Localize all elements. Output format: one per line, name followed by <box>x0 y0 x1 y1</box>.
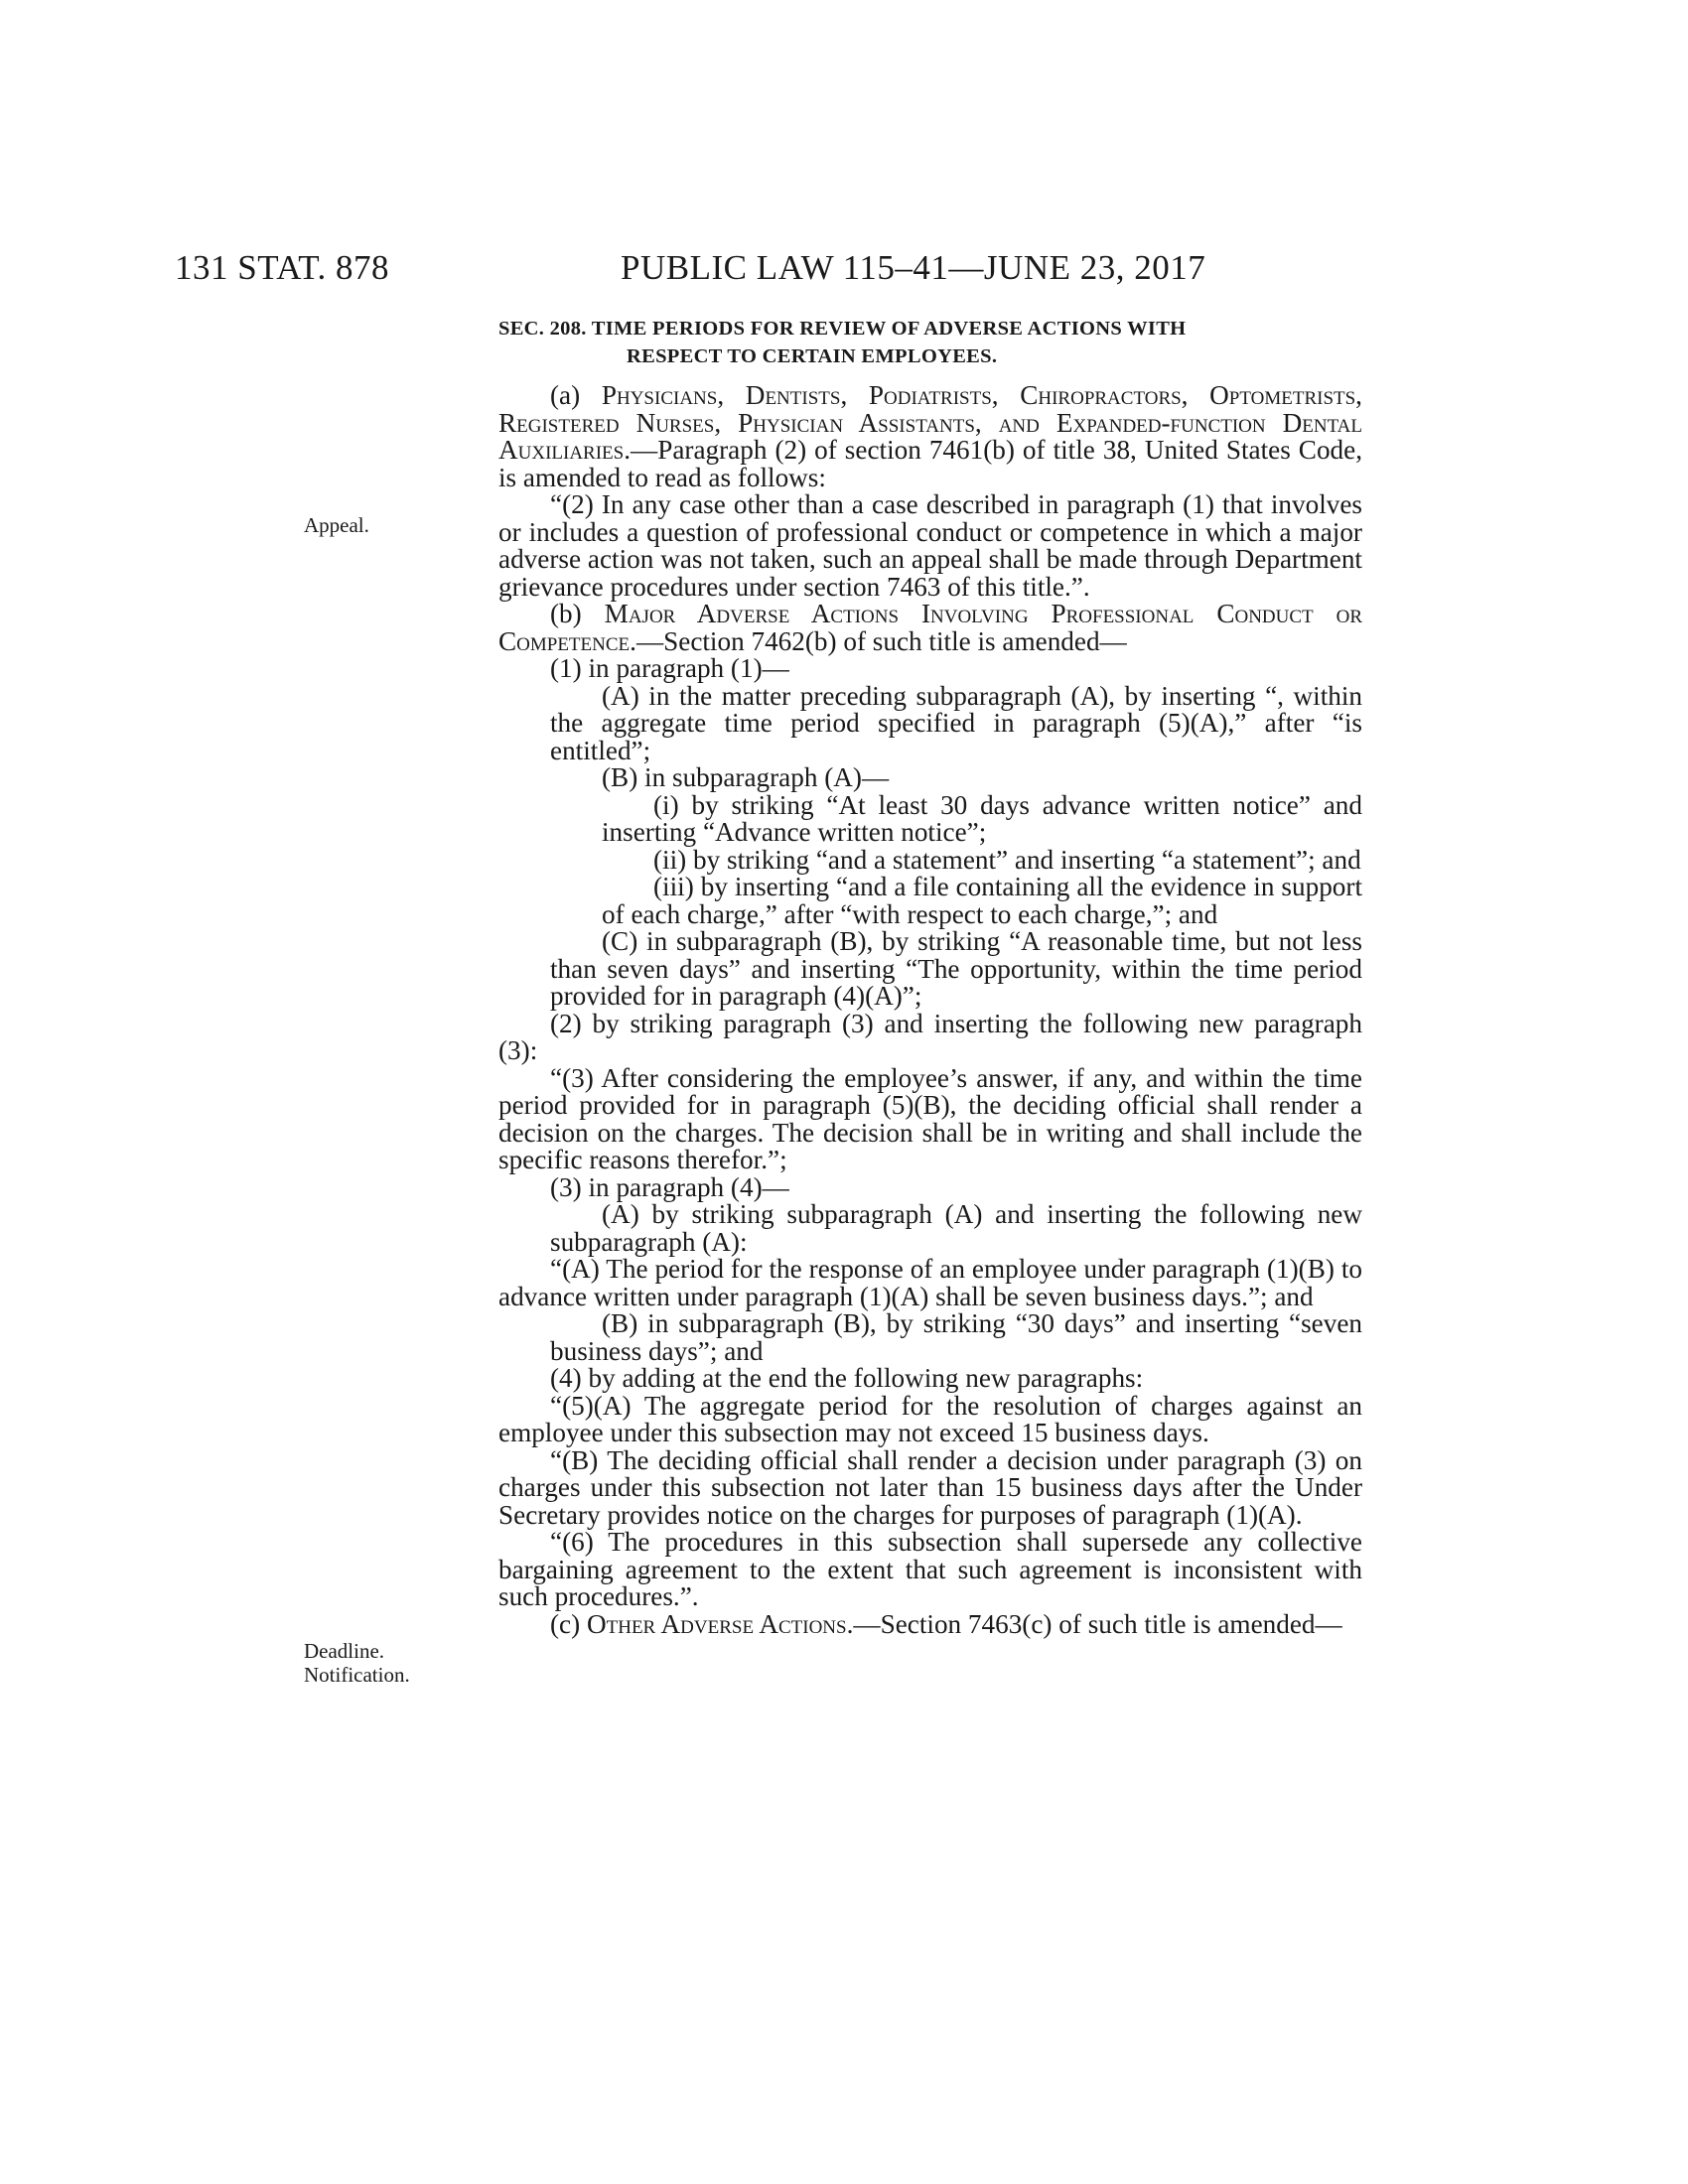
quoted-subparagraph-b3A: “(A) The period for the response of an employee under paragraph (1)(B) to advance written under paragraph (1)(A) shall be seven business days.”; and <box>498 1254 1362 1311</box>
paragraph-b1: (1) in paragraph (1)— <box>550 653 789 683</box>
sidenote-appeal: Appeal. <box>304 513 369 537</box>
subsection-c-label: (c) <box>550 1608 587 1639</box>
quoted-paragraph-a2: “(2) In any case other than a case described in paragraph (1) that involves or includes a question of professional conduct or competence in which a major adverse action was not taken, such an appeal shall be made through Department grievance procedures under section 7463 of this title.”. <box>498 489 1362 602</box>
subparagraph-b3B: (B) in subparagraph (B), by striking “30 days” and inserting “seven business days”; and <box>550 1308 1362 1366</box>
subsection-a-text: —Paragraph (2) of section 7461(b) of title 38, United States Code, is amended to read as follows: <box>498 435 1362 492</box>
document-body <box>498 316 1362 1638</box>
subsection-a-label: (a) <box>550 380 602 410</box>
subsection-c-text: —Section 7463(c) of such title is amended— <box>853 1608 1342 1639</box>
subsection-b-text: —Section 7462(b) of such title is amended— <box>635 625 1127 656</box>
section-heading-line1: SEC. 208. TIME PERIODS FOR REVIEW OF ADVERSE ACTIONS WITH <box>498 318 1187 340</box>
paragraph-b4: (4) by adding at the end the following new paragraphs: <box>550 1363 1144 1393</box>
page-header <box>0 248 1688 298</box>
subsection-b-heading: Major Adverse Actions Involving Professional Conduct or Competence. <box>498 599 1362 656</box>
clause-b1Bii: (ii) by striking “and a statement” and inserting “a statement”; and <box>653 844 1361 875</box>
clause-b1Biii: (iii) by inserting “and a file containing all the evidence in support of each charge,” after “with respect to each charge,”; and <box>602 872 1362 929</box>
subparagraph-b1A: (A) in the matter preceding subparagraph (A), by inserting “, within the aggregate time period specified in paragraph (5)(A),” after “is entitled”; <box>550 680 1362 765</box>
subsection-b-label: (b) <box>550 599 605 628</box>
subsection-a-heading: Physicians, Dentists, Podiatrists, Chiropractors, Optometrists, Registered Nurses, Physician Assistants, and Expanded-function Dental Auxiliaries. <box>498 380 1362 465</box>
section-heading <box>498 316 1362 370</box>
section-heading-line2: RESPECT TO CERTAIN EMPLOYEES. <box>627 344 998 367</box>
sidenote-notification: Notification. <box>304 1663 410 1687</box>
quoted-paragraph-b4-5B: “(B) The deciding official shall render a decision under paragraph (3) on charges under this subsection not later than 15 business days after the Under Secretary provides notice on the charges for purposes of paragraph (1)(A). <box>498 1444 1362 1530</box>
subsection-c <box>498 1608 1362 1639</box>
clause-b1Bi: (i) by striking “At least 30 days advance written notice” and inserting “Advance written notice”; <box>602 789 1362 847</box>
subparagraph-b3A: (A) by striking subparagraph (A) and inserting the following new subparagraph (A): <box>550 1199 1362 1257</box>
subsection-a <box>498 382 1362 491</box>
quoted-paragraph-b2: “(3) After considering the employee’s answer, if any, and within the time period provided for in paragraph (5)(B), the deciding official shall render a decision on the charges. The decision shall be in writing and shall include the specific reasons therefor.”; <box>498 1062 1362 1174</box>
paragraph-b3: (3) in paragraph (4)— <box>550 1171 789 1202</box>
subsection-b <box>498 601 1362 655</box>
quoted-paragraph-b4-6: “(6) The procedures in this subsection shall supersede any collective bargaining agreement to the extent that such agreement is inconsistent with such procedures.”. <box>498 1527 1362 1611</box>
subparagraph-b1C: (C) in subparagraph (B), by striking “A reasonable time, but not less than seven days” and inserting “The opportunity, within the time period provided for in paragraph (4)(A)”; <box>550 926 1362 1011</box>
paragraph-b2: (2) by striking paragraph (3) and inserting the following new paragraph (3): <box>498 1008 1362 1065</box>
quoted-paragraph-b4-5A: “(5)(A) The aggregate period for the resolution of charges against an employee under this subsection may not exceed 15 business days. <box>498 1390 1362 1447</box>
sidenote-deadline: Deadline. <box>304 1639 385 1663</box>
subparagraph-b1B: (B) in subparagraph (A)— <box>602 762 890 792</box>
statute-citation: 131 STAT. 878 <box>175 248 389 287</box>
running-head: PUBLIC LAW 115–41—JUNE 23, 2017 <box>621 248 1206 287</box>
subsection-c-heading: Other Adverse Actions. <box>586 1608 854 1639</box>
